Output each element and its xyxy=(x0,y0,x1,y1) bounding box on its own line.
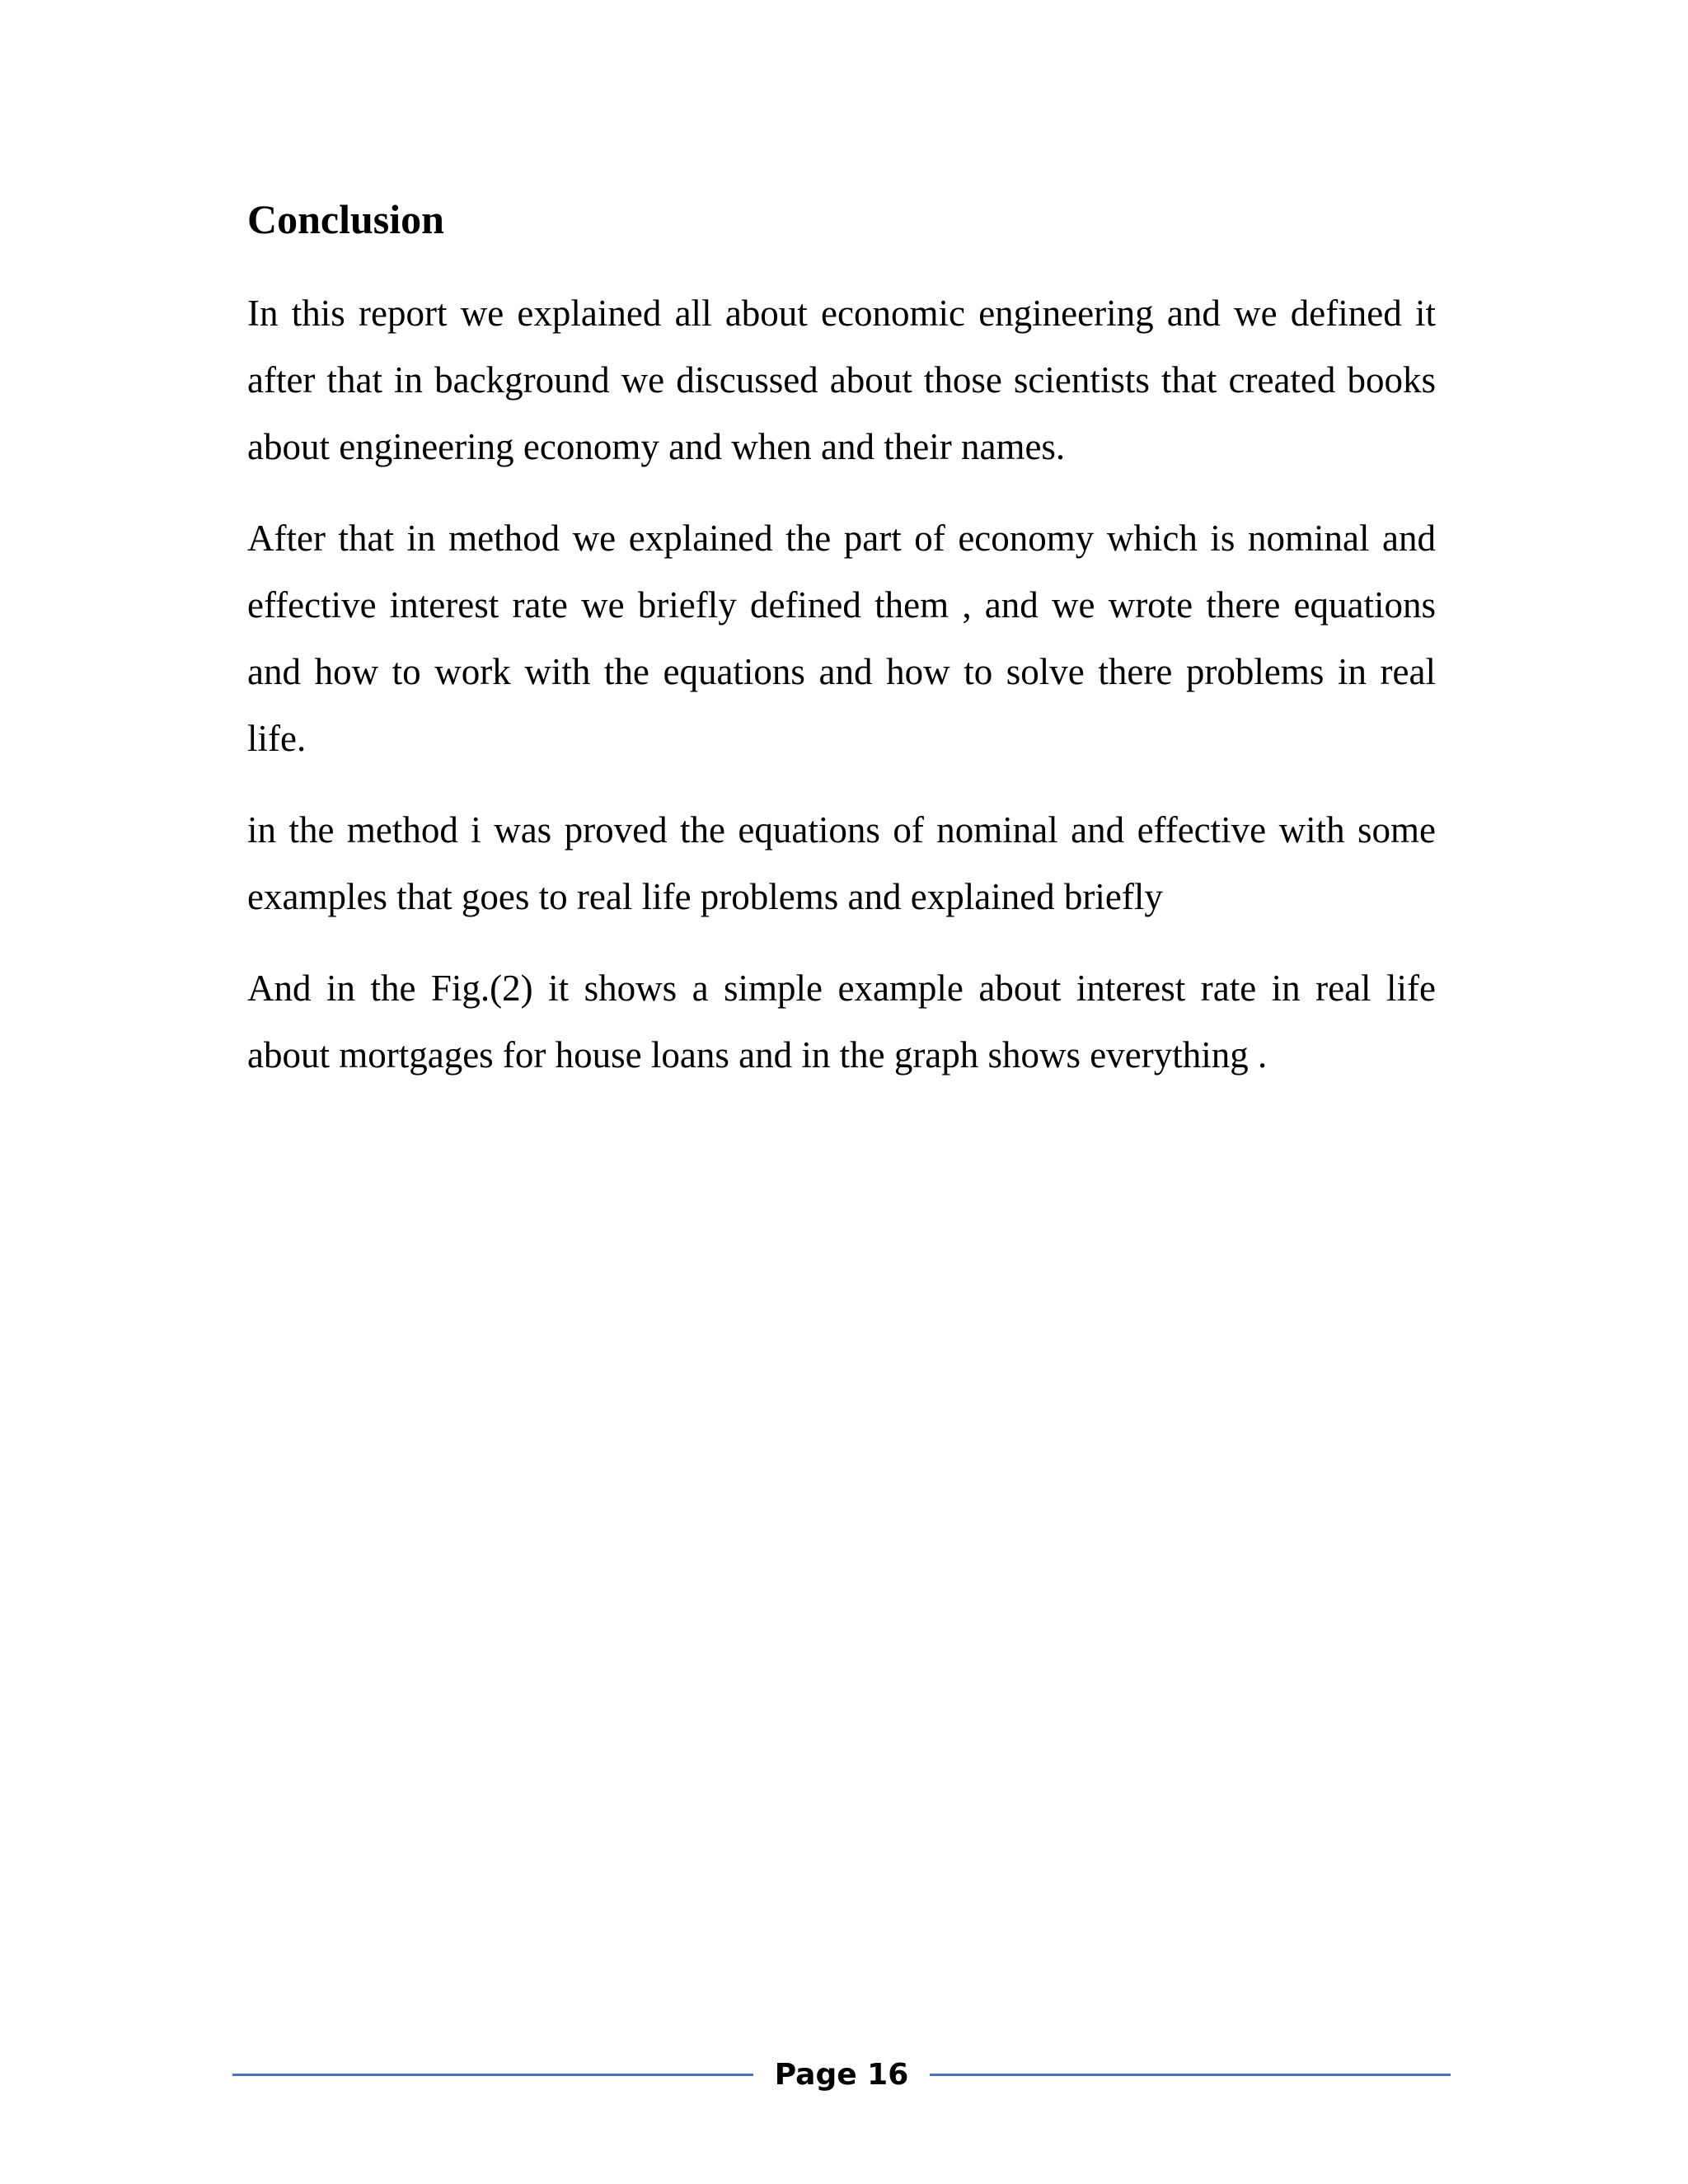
paragraph-method: After that in method we explained the part of economy which is nominal and effective interest rate we briefly defined them , and we wrote there equations and how to work with the equations and how to solve there problems in real life. xyxy=(247,518,1436,759)
page-footer xyxy=(232,2054,1451,2095)
paragraph-figure: And in the Fig.(2) it shows a simple example about interest rate in real life about mortgages for house loans and in the graph shows everything . xyxy=(247,968,1436,1076)
page-number: Page 16 xyxy=(774,2057,909,2092)
footer-rule-left xyxy=(232,2074,753,2076)
document-body xyxy=(247,194,1436,1113)
footer-rule-right xyxy=(930,2074,1451,2076)
paragraph-summary: In this report we explained all about economic engineering and we defined it after that in background we discussed about those scientists that created books about engineering economy and when and their names. xyxy=(247,293,1436,467)
paragraph-proof: in the method i was proved the equations of nominal and effective with some examples that goes to real life problems and explained briefly xyxy=(247,809,1436,917)
section-heading: Conclusion xyxy=(247,196,444,242)
